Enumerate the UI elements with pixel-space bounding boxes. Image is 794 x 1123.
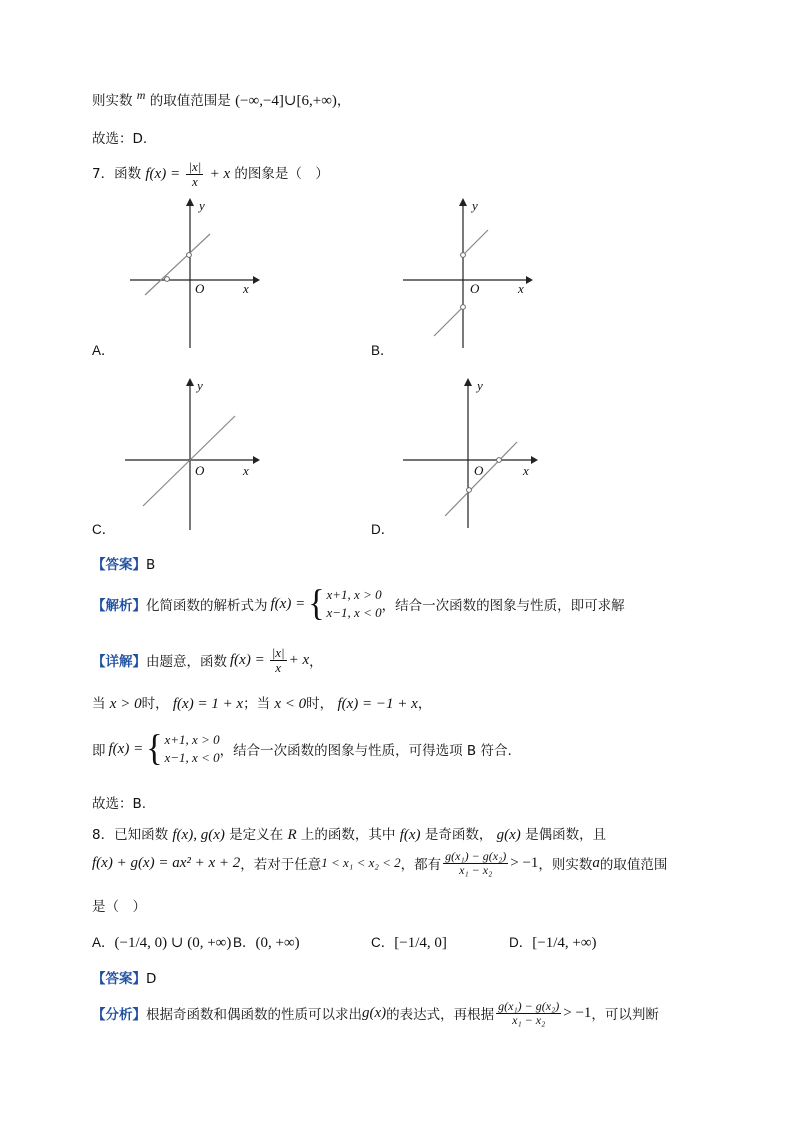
piecewise: { x+1, x > 0 x−1, x < 0 — [308, 583, 382, 624]
text: ， — [336, 93, 351, 109]
option-8b — [233, 931, 300, 952]
range-expression: (−∞,−4]∪[6,+∞) — [235, 93, 337, 109]
text: 的取值范围是 — [149, 93, 231, 109]
question-8-line-1 — [92, 823, 606, 844]
text: 的表达式，再根据 — [386, 1007, 495, 1024]
frac-den: x — [275, 659, 282, 675]
analysis-tag: 【解析】 — [92, 598, 146, 614]
gt: > −1 — [510, 854, 539, 871]
text: 是偶函数，且 — [525, 827, 607, 843]
fg: f(x), g(x) — [172, 827, 225, 843]
question-8-line-3: 是（ ） — [92, 899, 146, 915]
frac-den: x — [191, 173, 198, 189]
var-m: m — [136, 88, 146, 102]
axis-y-label: y — [199, 198, 205, 213]
detail-cases-line — [92, 692, 431, 713]
gt: > −1 — [563, 1004, 592, 1021]
label: B． — [233, 935, 256, 950]
frac-num: |x| — [188, 159, 202, 174]
frac-den: x₁ − x₂ — [459, 862, 493, 877]
value: [−1/4, +∞) — [532, 935, 597, 951]
answer-8 — [92, 967, 156, 987]
g: g(x) — [496, 827, 521, 843]
label: C． — [371, 935, 395, 950]
text: 的取值范围 — [599, 857, 668, 874]
analysis-7 — [92, 583, 625, 624]
text: 根据奇函数和偶函数的性质可以求出 — [146, 1007, 362, 1024]
text: 的图象是（ ） — [234, 166, 329, 183]
graph-a — [125, 198, 260, 350]
graph-b — [398, 198, 533, 350]
graph-c — [125, 378, 260, 530]
origin-label: O — [195, 281, 205, 296]
text: ，可以判断 — [591, 1007, 659, 1024]
frac-num: g(x₁) − g(x₂) — [445, 849, 507, 863]
label: D． — [509, 935, 533, 950]
text: 8．已知函数 — [92, 827, 169, 843]
axis-x-label: x — [243, 281, 249, 296]
text: 上的函数，其中 — [300, 827, 396, 843]
frac-den: x₁ − x₂ — [512, 1012, 546, 1027]
detail-conclusion — [92, 728, 512, 769]
value: (−1/4, 0) ∪ (0, +∞) — [114, 935, 232, 951]
case-1: x+1, x > 0 — [326, 587, 382, 602]
select-d-line: 故选：D. — [92, 131, 148, 147]
answer-tag: 【答案】 — [92, 971, 146, 987]
fx: f(x) = — [145, 166, 181, 183]
text: ，都有 — [400, 857, 442, 874]
fx: f(x) = — [108, 740, 144, 757]
text: 化简函数的解析式为 — [146, 598, 268, 614]
analysis-tag: 【分析】 — [92, 1007, 146, 1024]
case-2: x−1, x < 0 — [326, 605, 382, 620]
text: 即 — [92, 743, 106, 759]
option-b-label: B． — [371, 343, 394, 358]
text: 时， — [141, 696, 169, 712]
frac-num: |x| — [271, 645, 285, 660]
axis-x-label: x — [518, 281, 524, 296]
text: ，若对于任意 — [240, 857, 322, 874]
var-a: a — [592, 854, 600, 871]
frac-num: g(x₁) − g(x₂) — [498, 999, 560, 1013]
origin-label: O — [474, 463, 484, 478]
text: ， — [309, 654, 323, 671]
fx-2: f(x) = −1 + x — [337, 696, 418, 712]
question-7 — [92, 160, 329, 188]
axis-y-label: y — [472, 198, 478, 213]
text: 时， — [306, 696, 334, 712]
detail-tag: 【详解】 — [92, 654, 146, 671]
piecewise: { x+1, x > 0 x−1, x < 0 — [146, 728, 220, 769]
origin-label: O — [470, 281, 480, 296]
text: ，结合一次函数的图象与性质，即可求解 — [381, 598, 625, 614]
label: A． — [92, 935, 115, 950]
text: 是定义在 — [229, 827, 284, 843]
text: 则实数 — [92, 93, 133, 109]
axis-y-label: y — [477, 378, 483, 393]
text: 7．函数 — [92, 166, 142, 183]
text: 由题意，函数 — [146, 654, 227, 671]
answer-value: B — [146, 557, 156, 573]
text: ；当 — [243, 696, 271, 712]
option-d-label: D． — [371, 522, 395, 537]
question-8-line-2 — [92, 850, 667, 876]
origin-label: O — [195, 463, 205, 478]
answer-value: D — [146, 971, 157, 987]
analysis-8 — [92, 1000, 659, 1026]
var-R: R — [287, 827, 297, 843]
answer-7 — [92, 553, 155, 573]
cond-2: x < 0 — [274, 696, 307, 712]
condition: 1 < x₁ < x₂ < 2 — [321, 855, 401, 871]
case-2: x−1, x < 0 — [164, 750, 220, 765]
fx: f(x) = — [270, 595, 306, 612]
plus-x: + x — [209, 166, 231, 183]
plus-x: + x — [288, 651, 310, 668]
option-8a — [92, 931, 231, 952]
f: f(x) — [399, 827, 421, 843]
option-8c — [371, 931, 447, 952]
axis-y-label: y — [197, 378, 203, 393]
axis-x-label: x — [523, 463, 529, 478]
case-1: x+1, x > 0 — [164, 732, 220, 747]
graph-d — [403, 378, 538, 530]
text: ，则实数 — [538, 857, 593, 874]
cond-1: x > 0 — [109, 696, 142, 712]
option-a-label: A． — [92, 343, 115, 358]
text: 当 — [92, 696, 106, 712]
answer-tag: 【答案】 — [92, 557, 146, 573]
option-c-label: C． — [92, 522, 116, 537]
text: ， — [417, 696, 432, 712]
option-8d — [509, 931, 597, 952]
fx-1: f(x) = 1 + x — [172, 696, 244, 712]
value: (0, +∞) — [255, 935, 300, 951]
text: ，结合一次函数的图象与性质，可得选项 B 符合. — [219, 743, 512, 759]
g: g(x) — [362, 1004, 387, 1021]
detail-7 — [92, 646, 323, 674]
select-b-line: 故选：B. — [92, 796, 147, 812]
fx: f(x) = — [230, 651, 265, 668]
equation: f(x) + g(x) = ax² + x + 2 — [92, 854, 241, 871]
axis-x-label: x — [243, 463, 249, 478]
text: 是奇函数， — [424, 827, 493, 843]
value: [−1/4, 0] — [394, 935, 447, 951]
prev-answer-line — [92, 88, 350, 110]
